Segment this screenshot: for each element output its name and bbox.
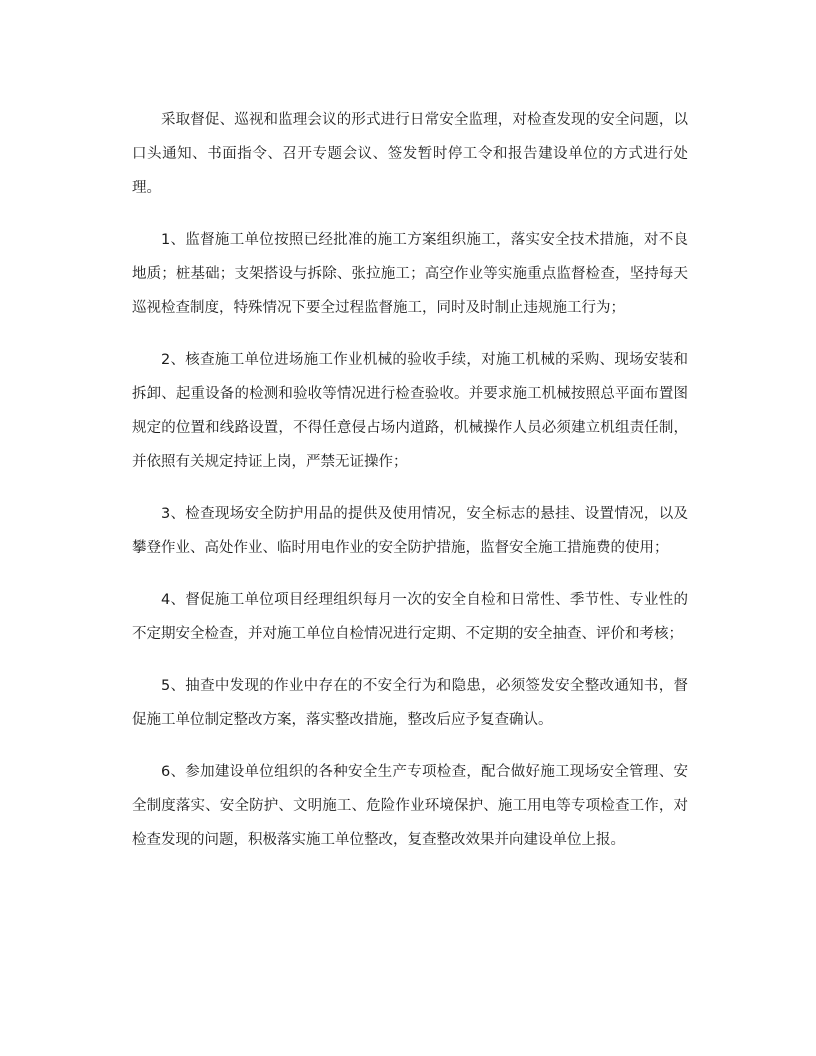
- item-1-paragraph: 1、监督施工单位按照已经批准的施工方案组织施工，落实安全技术措施，对不良地质；桩基础；支架搭设与拆除、张拉施工；高空作业等实施重点监督检查，坚持每天巡视检查制度，特殊情况下要全过程监督施工，同时及时制止违规施工行为；: [132, 232, 688, 316]
- item-3-paragraph: 3、检查现场安全防护用品的提供及使用情况，安全标志的悬挂、设置情况，以及攀登作业、高处作业、临时用电作业的安全防护措施，监督安全施工措施费的使用；: [132, 506, 688, 556]
- item-5-paragraph: 5、抽查中发现的作业中存在的不安全行为和隐患，必须签发安全整改通知书，督促施工单位制定整改方案，落实整改措施，整改后应予复查确认。: [132, 678, 688, 728]
- intro-paragraph: 采取督促、巡视和监理会议的形式进行日常安全监理，对检查发现的安全问题，以口头通知、书面指令、召开专题会议、签发暂时停工令和报告建设单位的方式进行处理。: [132, 112, 688, 196]
- item-4-paragraph: 4、督促施工单位项目经理组织每月一次的安全自检和日常性、季节性、专业性的不定期安全检查，并对施工单位自检情况进行定期、不定期的安全抽查、评价和考核；: [132, 592, 688, 642]
- item-2-paragraph: 2、核查施工单位进场施工作业机械的验收手续，对施工机械的采购、现场安装和拆卸、起重设备的检测和验收等情况进行检查验收。并要求施工机械按照总平面布置图规定的位置和线路设置，不得任意侵占场内道路，机械操作人员必须建立机组责任制，并依照有关规定持证上岗，严禁无证操作；: [132, 352, 688, 470]
- item-6-paragraph: 6、参加建设单位组织的各种安全生产专项检查，配合做好施工现场安全管理、安全制度落实、安全防护、文明施工、危险作业环境保护、施工用电等专项检查工作，对检查发现的问题，积极落实施工单位整改，复查整改效果并向建设单位上报。: [132, 764, 688, 848]
- document-body: [132, 103, 688, 875]
